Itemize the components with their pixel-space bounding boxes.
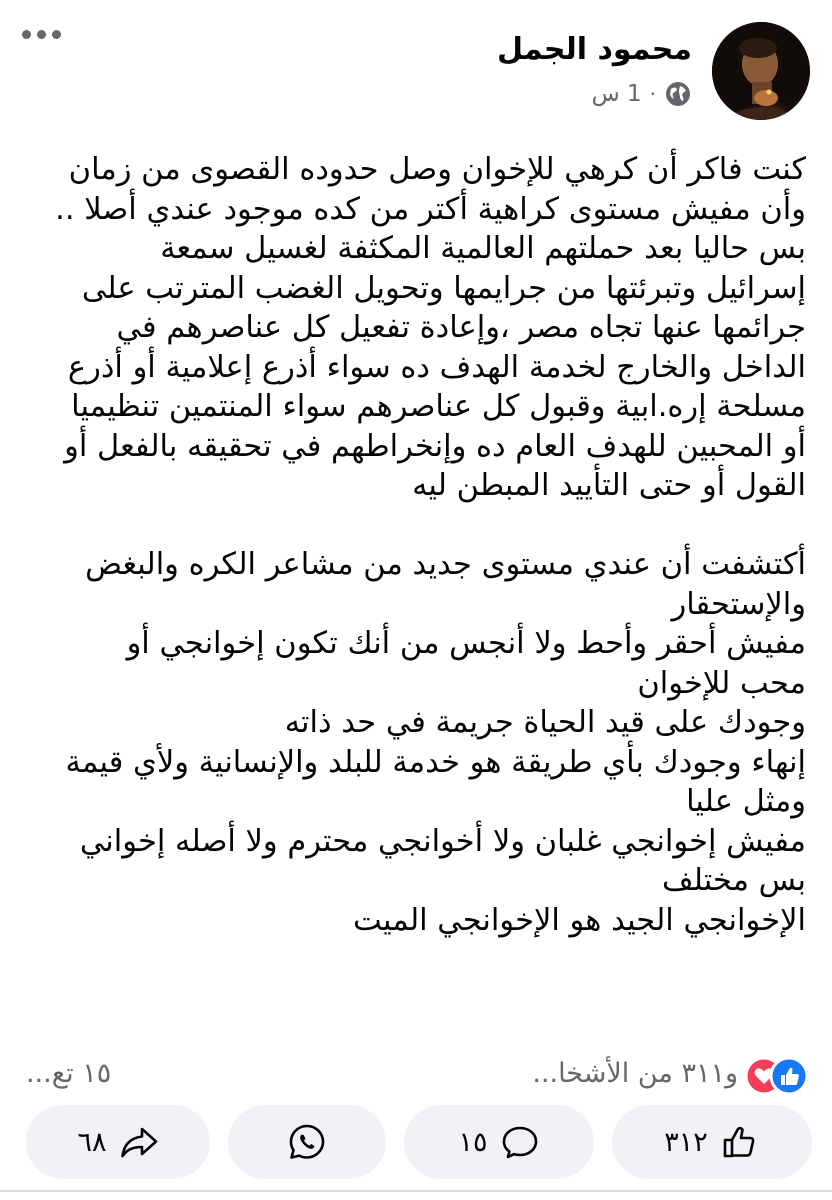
post-header [0,0,832,135]
post-line: الداخل والخارج لخدمة الهدف ده سواء أذرع إعلامية أو أذرع [67,349,806,385]
post-line: مفيش أحقر وأحط ولا أنجس من أنك تكون إخوانجي أو [126,626,806,661]
post-line: كنت فاكر أن كرهي للإخوان وصل حدوده القصوى من زمان [68,152,806,187]
post-line: وجودك على قيد الحياة جريمة في حد ذاته [284,705,806,740]
more-dot-icon [37,30,46,39]
post-line: والإستحقار [671,586,806,622]
share-count: ٦٨ [77,1126,107,1158]
post-meta [592,80,692,108]
post-line: القول أو حتى التأييد المبطن ليه [412,468,806,503]
comment-count: ١٥ [458,1126,488,1158]
post-line: بس مختلف [662,863,806,898]
post-time[interactable]: 1 س [591,81,642,107]
whatsapp-share-button[interactable] [228,1105,386,1179]
author-name[interactable]: محمود الجمل [496,32,692,67]
action-bar [0,1105,832,1183]
post-line: إنهاء وجودك بأي طريقة هو خدمة للبلد والإنسانية ولأي قيمة [65,744,806,780]
post-line: أكتشفت أن عندي مستوى جديد من مشاعر الكره والبغض [85,547,806,582]
avatar[interactable] [712,22,810,120]
meta-separator: · [649,82,656,106]
globe-icon [664,80,692,108]
post-blank-line [28,506,806,546]
share-button[interactable] [26,1105,210,1179]
comment-button[interactable] [404,1105,594,1179]
post-line: الإخوانجي الجيد هو الإخوانجي الميت [353,902,806,938]
post-text [28,150,806,940]
whatsapp-icon [287,1122,327,1162]
post-line: جرائمها عنها تجاه مصر ،وإعادة تفعيل كل عناصرهم في [116,310,806,345]
post-line: أو المحبين للهدف العام ده وإنخراطهم في تحقيقه بالفعل أو [64,428,806,464]
more-dot-icon [22,30,31,39]
like-button[interactable] [612,1105,812,1179]
avatar-photo [712,22,810,120]
share-arrow-icon [119,1122,159,1162]
more-dot-icon [52,30,61,39]
post-line: إسرائيل وتبرئتها من جرايمها وتحويل الغضب المترتب على [81,270,806,306]
more-options-button[interactable] [22,30,61,39]
post-line: مسلحة إره.ابية وقبول كل عناصرهم سواء المنتمين تنظيميا [71,389,806,424]
divider [0,1190,832,1192]
comments-count[interactable]: ١٥ تع... [26,1058,112,1089]
reactions-bar [0,1052,832,1098]
reaction-icons[interactable] [744,1056,810,1096]
post-line: مفيش إخوانجي غلبان ولا أخوانجي محترم ولا أصله إخواني [79,823,806,859]
like-reaction-icon [771,1058,807,1094]
post-line: محب للإخوان [637,665,806,701]
reactions-summary[interactable]: و٣١١ من الأشخا... [532,1058,738,1089]
post-line: وأن مفيش مستوى كراهية أكتر من كده موجود عندي أصلا .. [55,191,806,227]
post-line: ومثل عليا [686,784,806,819]
post-line: بس حاليا بعد حملتهم العالمية المكثفة لغسيل سمعة [160,231,806,266]
like-count: ٣١٢ [664,1126,708,1158]
thumbs-up-icon [720,1122,760,1162]
comment-icon [500,1122,540,1162]
